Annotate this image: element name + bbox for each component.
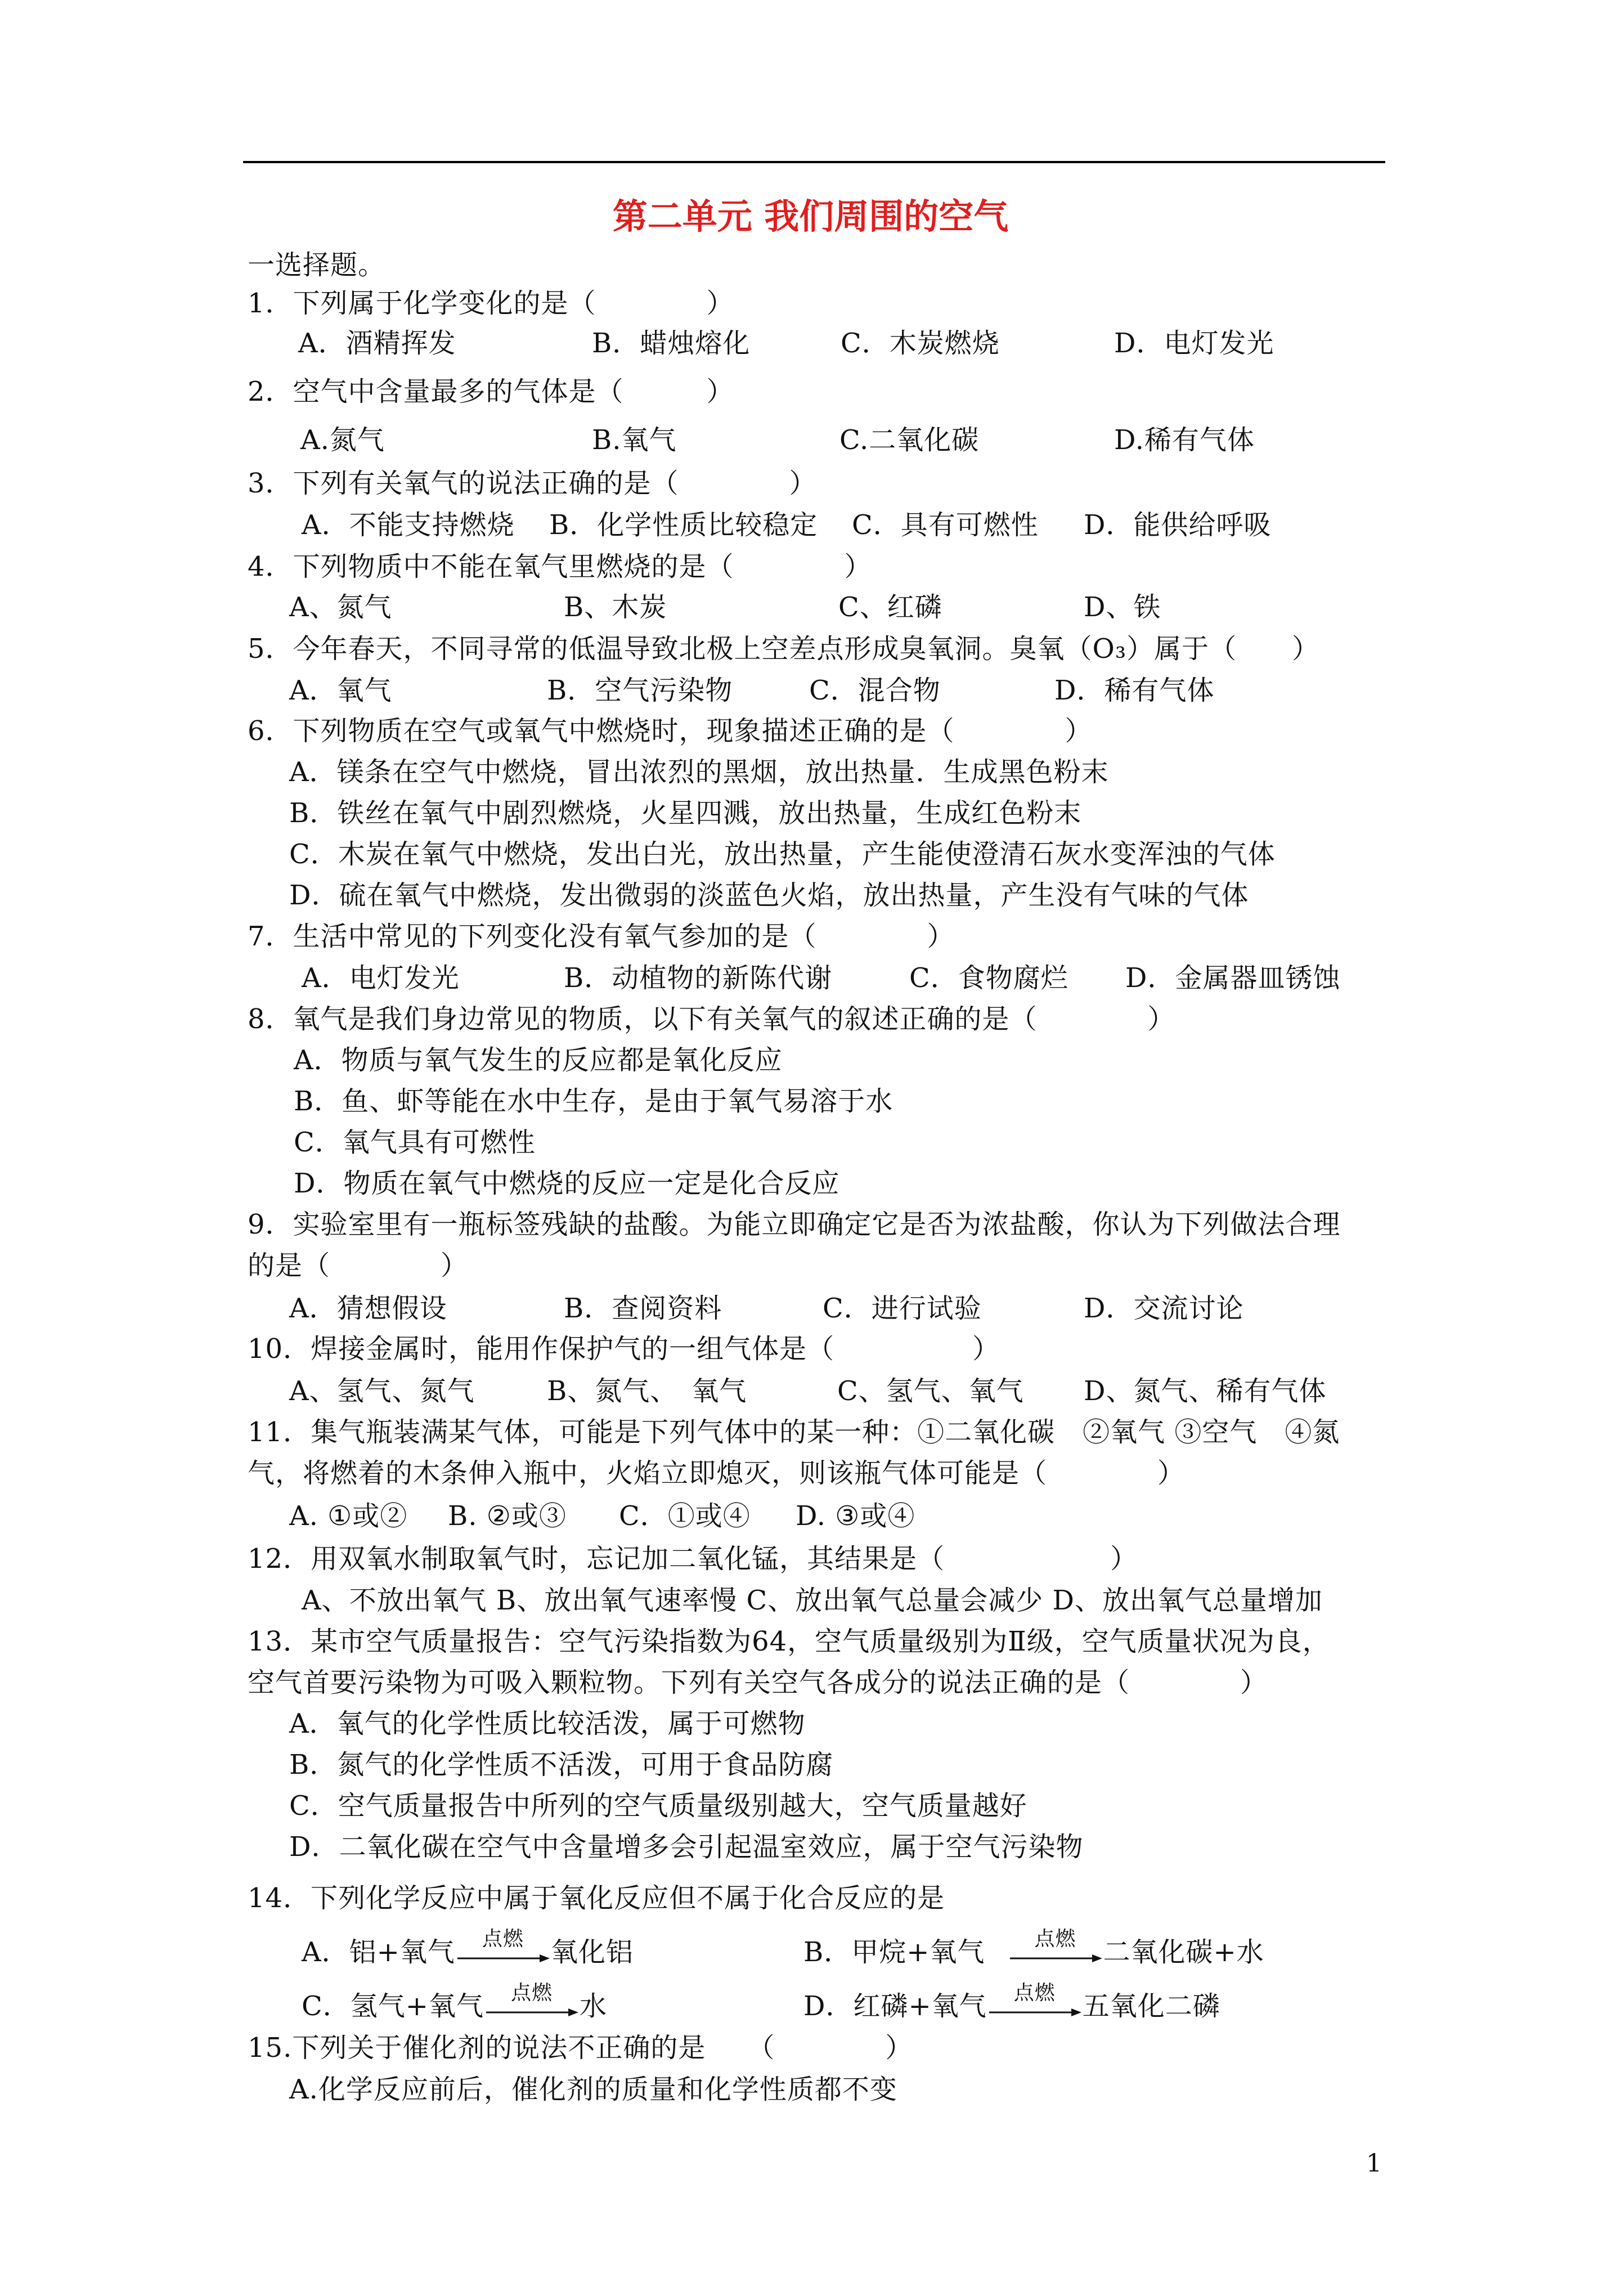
question-2-option-c: C.二氧化碳 bbox=[839, 424, 980, 456]
reaction-c-products: 水 bbox=[579, 1990, 607, 2022]
question-9-option-c: C．进行试验 bbox=[823, 1293, 982, 1324]
question-3-option-b: B．化学性质比较稳定 bbox=[549, 509, 818, 541]
page-number: 1 bbox=[1366, 2149, 1382, 2178]
question-14-option-d bbox=[803, 1981, 1220, 2027]
question-10-option-d: D、氮气、稀有气体 bbox=[1084, 1375, 1327, 1407]
arrow-right-icon bbox=[455, 1954, 551, 1963]
question-7-option-b: B．动植物的新陈代谢 bbox=[564, 962, 833, 994]
question-1-option-a: A．酒精挥发 bbox=[298, 328, 456, 359]
question-14-option-c bbox=[302, 1981, 607, 2027]
question-4-option-a: A、氮气 bbox=[289, 591, 392, 623]
question-6-option-a: A．镁条在空气中燃烧，冒出浓烈的黑烟，放出热量．生成黑色粉末 bbox=[289, 756, 1109, 788]
question-1-option-b: B．蜡烛熔化 bbox=[592, 328, 751, 359]
question-8-stem: 8．氧气是我们身边常见的物质，以下有关氧气的叙述正确的是（ ） bbox=[248, 1003, 1175, 1035]
question-14-option-a bbox=[302, 1927, 634, 1973]
reaction-a-condition: 点燃 bbox=[482, 1927, 524, 1950]
question-2-option-a: A.氮气 bbox=[300, 424, 385, 456]
question-13-stem-line-2: 空气首要污染物为可吸入颗粒物。下列有关空气各成分的说法正确的是（ ） bbox=[248, 1667, 1268, 1698]
question-8-option-b: B．鱼、虾等能在水中生存，是由于氧气易溶于水 bbox=[294, 1086, 893, 1117]
section-heading: 一选择题。 bbox=[248, 249, 386, 281]
question-7-option-a: A．电灯发光 bbox=[302, 962, 460, 994]
question-1-option-c: C．木炭燃烧 bbox=[841, 328, 1000, 359]
question-10-option-a: A、氢气、氮气 bbox=[289, 1375, 475, 1407]
question-9-stem-line-1: 9．实验室里有一瓶标签残缺的盐酸。为能立即确定它是否为浓盐酸，你认为下列做法合理 bbox=[248, 1209, 1341, 1240]
question-14-stem: 14．下列化学反应中属于氧化反应但不属于化合反应的是 bbox=[248, 1882, 945, 1914]
question-3-option-a: A．不能支持燃烧 bbox=[302, 509, 515, 541]
reaction-a-arrow bbox=[455, 1927, 551, 1973]
page-title: 第二单元 我们周围的空气 bbox=[612, 196, 1009, 237]
reaction-a-reactants: A．铝+氧气 bbox=[302, 1936, 455, 1968]
reaction-b-arrow bbox=[1008, 1927, 1103, 1973]
question-9-option-b: B．查阅资料 bbox=[564, 1293, 722, 1324]
question-7-option-d: D．金属器皿锈蚀 bbox=[1125, 962, 1341, 994]
question-11-stem-line-1: 11．集气瓶装满某气体，可能是下列气体中的某一种：①二氧化碳 ②氧气 ③空气 ④氮 bbox=[248, 1416, 1340, 1448]
question-12-options: A、不放出氧气 B、放出氧气速率慢 C、放出氧气总量会减少 D、放出氧气总量增加 bbox=[302, 1585, 1323, 1616]
reaction-d-products: 五氧化二磷 bbox=[1082, 1990, 1220, 2022]
question-8-option-a: A．物质与氧气发生的反应都是氧化反应 bbox=[294, 1044, 783, 1076]
question-3-stem: 3．下列有关氧气的说法正确的是（ ） bbox=[248, 468, 817, 499]
question-2-stem: 2．空气中含量最多的气体是（ ） bbox=[248, 376, 734, 407]
arrow-right-icon bbox=[1008, 1954, 1103, 1963]
question-6-option-c: C．木炭在氧气中燃烧，发出白光，放出热量，产生能使澄清石灰水变浑浊的气体 bbox=[289, 838, 1276, 870]
question-5-stem: 5．今年春天，不同寻常的低温导致北极上空差点形成臭氧洞。臭氧（O₃）属于（ ） bbox=[248, 633, 1320, 665]
question-5-option-c: C．混合物 bbox=[809, 675, 941, 706]
question-15-option-a: A.化学反应前后，催化剂的质量和化学性质都不变 bbox=[289, 2074, 897, 2105]
reaction-d-condition: 点燃 bbox=[1013, 1981, 1056, 2004]
question-9-option-a: A．猜想假设 bbox=[289, 1293, 447, 1324]
reaction-c-arrow bbox=[484, 1981, 580, 2027]
reaction-b-reactants: B．甲烷+氧气 bbox=[803, 1936, 985, 1968]
question-6-stem: 6．下列物质在空气或氧气中燃烧时，现象描述正确的是（ ） bbox=[248, 715, 1093, 747]
question-11-option-a: A. ①或② bbox=[289, 1500, 408, 1532]
question-8-option-c: C．氧气具有可燃性 bbox=[294, 1127, 536, 1158]
arrow-right-icon bbox=[987, 2008, 1083, 2017]
question-13-option-c: C．空气质量报告中所列的空气质量级别越大，空气质量越好 bbox=[289, 1790, 1027, 1822]
question-7-option-c: C．食物腐烂 bbox=[909, 962, 1068, 994]
question-2-option-b: B.氧气 bbox=[592, 424, 677, 456]
question-13-option-b: B．氮气的化学性质不活泼，可用于食品防腐 bbox=[289, 1749, 834, 1781]
question-12-stem: 12．用双氧水制取氧气时，忘记加二氧化锰，其结果是（ ） bbox=[248, 1543, 1138, 1575]
question-7-stem: 7．生活中常见的下列变化没有氧气参加的是（ ） bbox=[248, 921, 955, 952]
arrow-right-icon bbox=[484, 2008, 580, 2017]
question-5-option-d: D．稀有气体 bbox=[1054, 675, 1215, 706]
question-4-option-b: B、木炭 bbox=[564, 591, 667, 623]
header-rule bbox=[243, 161, 1385, 163]
question-1-stem: 1．下列属于化学变化的是（ ） bbox=[248, 288, 734, 319]
question-10-stem: 10．焊接金属时，能用作保护气的一组气体是（ ） bbox=[248, 1333, 1000, 1365]
question-4-option-d: D、铁 bbox=[1084, 591, 1161, 623]
question-1-option-d: D．电灯发光 bbox=[1114, 328, 1274, 359]
question-11-option-b: B. ②或③ bbox=[448, 1500, 567, 1532]
reaction-c-condition: 点燃 bbox=[510, 1981, 553, 2004]
question-8-option-d: D．物质在氧气中燃烧的反应一定是化合反应 bbox=[294, 1168, 840, 1199]
reaction-a-products: 氧化铝 bbox=[550, 1936, 634, 1968]
question-14-option-b bbox=[803, 1927, 1264, 1973]
reaction-d-reactants: D．红磷+氧气 bbox=[803, 1990, 987, 2022]
question-6-option-d: D．硫在氧气中燃烧，发出微弱的淡蓝色火焰，放出热量，产生没有气味的气体 bbox=[289, 880, 1249, 911]
question-4-stem: 4．下列物质中不能在氧气里燃烧的是（ ） bbox=[248, 551, 872, 582]
reaction-d-arrow bbox=[987, 1981, 1083, 2027]
question-13-option-a: A．氧气的化学性质比较活泼，属于可燃物 bbox=[289, 1708, 806, 1739]
question-2-option-d: D.稀有气体 bbox=[1114, 424, 1255, 456]
question-5-option-a: A．氧气 bbox=[289, 675, 392, 706]
question-4-option-c: C、红磷 bbox=[838, 591, 942, 623]
reaction-b-condition: 点燃 bbox=[1034, 1927, 1076, 1950]
reaction-c-reactants: C．氢气+氧气 bbox=[302, 1990, 484, 2022]
question-9-option-d: D．交流讨论 bbox=[1084, 1293, 1244, 1324]
question-6-option-b: B．铁丝在氧气中剧烈燃烧，火星四溅，放出热量，生成红色粉末 bbox=[289, 797, 1082, 829]
question-11-option-d: D. ③或④ bbox=[796, 1500, 915, 1532]
question-13-stem-line-1: 13．某市空气质量报告：空气污染指数为64，空气质量级别为Ⅱ级，空气质量状况为良， bbox=[248, 1626, 1330, 1657]
question-10-option-c: C、氢气、氧气 bbox=[837, 1375, 1024, 1407]
question-11-option-c: C．①或④ bbox=[619, 1500, 751, 1532]
reaction-b-products: 二氧化碳+水 bbox=[1103, 1936, 1264, 1968]
question-11-stem-line-2: 气，将燃着的木条伸入瓶中，火焰立即熄灭，则该瓶气体可能是（ ） bbox=[248, 1458, 1186, 1489]
question-15-stem: 15.下列关于催化剂的说法不正确的是 （ ） bbox=[248, 2032, 913, 2064]
question-3-option-d: D．能供给呼吸 bbox=[1084, 509, 1272, 541]
question-13-option-d: D．二氧化碳在空气中含量增多会引起温室效应，属于空气污染物 bbox=[289, 1831, 1084, 1863]
question-10-option-b: B、氮气、 氧气 bbox=[547, 1375, 747, 1407]
question-9-stem-line-2: 的是（ ） bbox=[248, 1250, 469, 1281]
question-3-option-c: C．具有可燃性 bbox=[852, 509, 1039, 541]
question-5-option-b: B．空气污染物 bbox=[547, 675, 733, 706]
